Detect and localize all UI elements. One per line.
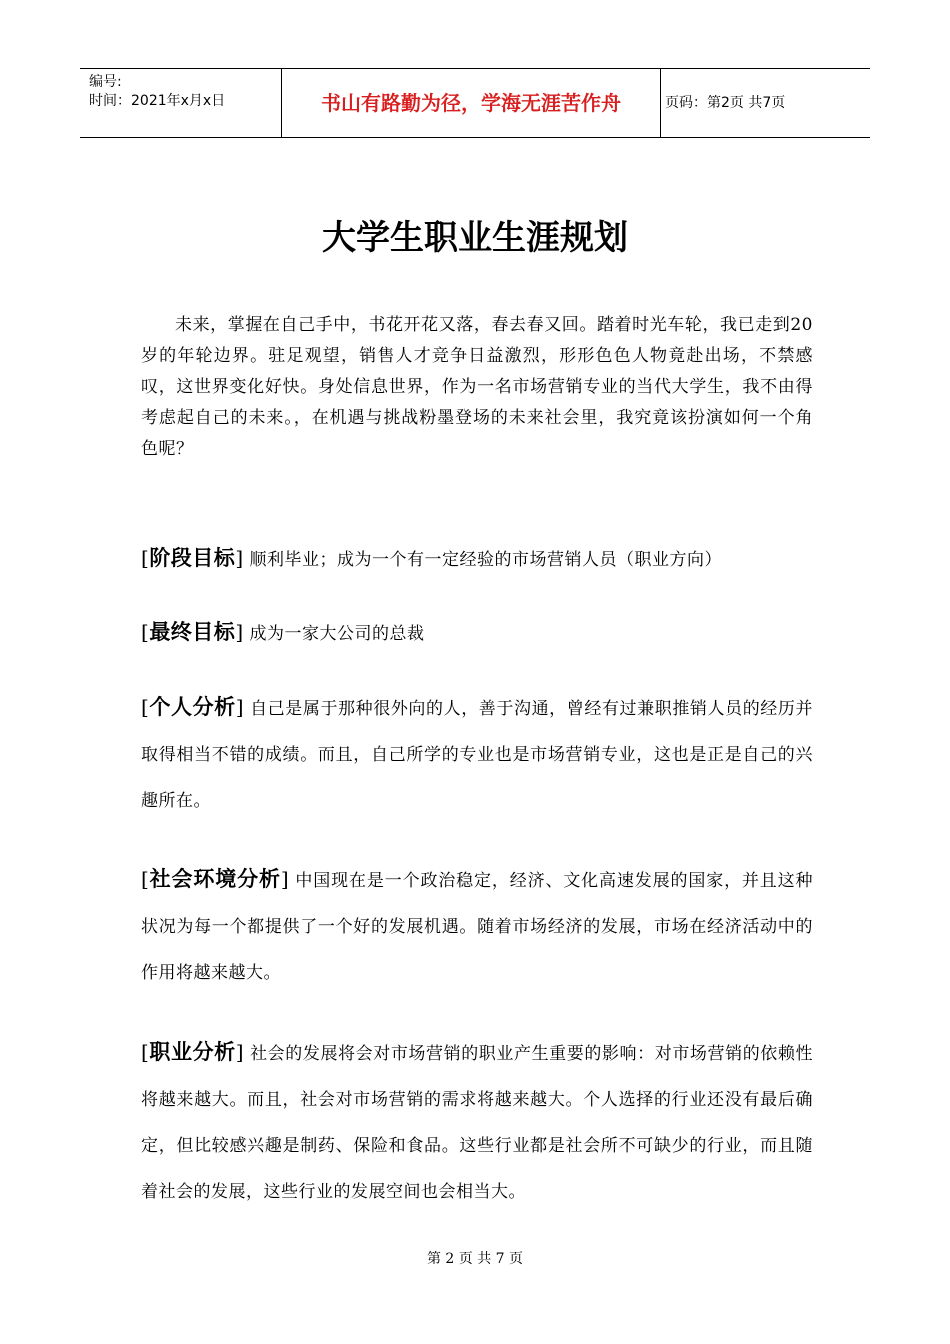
intro-paragraph: 未来，掌握在自己手中，书花开花又落，春去春又回。踏着时光车轮，我已走到20岁的年轮边界。驻足观望，销售人才竞争日益激烈，形形色色人物竟赴出场，不禁感叹，这世界变化好快。身处信息世界，作为一名市场营销专业的当代大学生，我不由得考虑起自己的未来。，在机遇与挑战粉墨登场的未来社会里，我究竟该扮演如何一个角色呢？: [141, 315, 813, 459]
section-body: 中国现在是一个政治稳定，经济、文化高速发展的国家，并且这种状况为每一个都提供了一个好的发展机遇。随着市场经济的发展，市场在经济活动中的作用将越来越大。: [141, 871, 814, 983]
header-page-info: 页码：第2页 共7页: [665, 95, 786, 111]
header-divider: [660, 69, 661, 137]
section-heading: 最终目标: [149, 620, 236, 644]
bracket-open: [: [141, 695, 150, 719]
bracket-close: ]: [235, 695, 245, 719]
bracket-open: [: [141, 620, 150, 644]
section-personal-analysis: [141, 684, 813, 824]
bracket-close: ]: [235, 546, 244, 570]
section-heading: 阶段目标: [149, 546, 236, 570]
bracket-open: [: [141, 1040, 150, 1064]
section-career-analysis: [141, 1029, 813, 1215]
section-body: 社会的发展将会对市场营销的职业产生重要的影响：对市场营销的依赖性将越来越大。而且，社会对市场营销的需求将越来越大。个人选择的行业还没有最后确定，但比较感兴趣是制药、保险和食品。这些行业都是社会所不可缺少的行业，而且随着社会的发展，这些行业的发展空间也会相当大。: [141, 1044, 813, 1202]
bracket-open: [: [141, 867, 150, 891]
header-motto: 书山有路勤为径，学海无涯苦作舟: [321, 91, 621, 115]
page-footer: 第 2 页 共 7 页: [426, 1251, 524, 1267]
section-body: 自己是属于那种很外向的人，善于沟通，曾经有过兼职推销人员的经历并取得相当不错的成绩。而且，自己所学的专业也是市场营销专业，这也是正是自己的兴趣所在。: [141, 699, 813, 811]
section-social-analysis: [141, 856, 813, 996]
document-title: 大学生职业生涯规划: [322, 218, 628, 258]
section-body: 成为一家大公司的总裁: [249, 624, 425, 644]
section-body: 顺利毕业；成为一个有一定经验的市场营销人员（职业方向）: [249, 550, 723, 570]
section-heading: 职业分析: [149, 1040, 236, 1064]
bracket-close: ]: [235, 620, 244, 644]
bracket-open: [: [141, 546, 150, 570]
section-heading: 个人分析: [149, 695, 236, 719]
section-heading: 社会环境分析: [149, 867, 281, 891]
time-label: 时间：2021年x月x日: [89, 93, 226, 109]
bracket-close: ]: [280, 867, 290, 891]
header-meta: [89, 73, 225, 111]
bracket-close: ]: [235, 1040, 245, 1064]
document-header: [80, 68, 870, 138]
section-stage-goal: [141, 535, 813, 583]
section-final-goal: [141, 609, 813, 657]
serial-label: 编号:: [89, 74, 122, 90]
